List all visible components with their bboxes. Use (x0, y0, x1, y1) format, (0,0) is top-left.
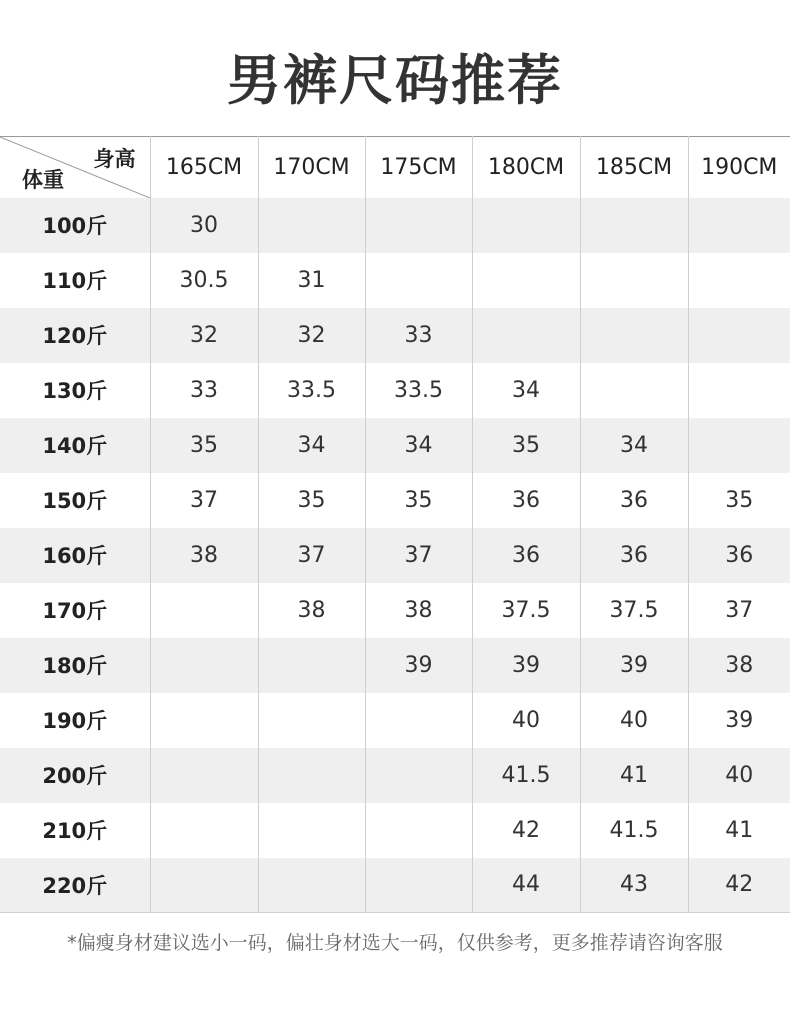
size-cell: 35 (472, 418, 580, 473)
height-header-cell: 165CM (150, 137, 258, 198)
page-title: 男裤尺码推荐 (227, 49, 563, 112)
table-row (0, 198, 790, 253)
weight-axis-label: 体重 (22, 167, 64, 192)
size-cell (688, 308, 790, 363)
size-cell: 40 (580, 693, 688, 748)
size-cell (365, 803, 472, 858)
size-cell: 38 (688, 638, 790, 693)
size-cell (580, 363, 688, 418)
size-cell (688, 418, 790, 473)
size-cell (472, 253, 580, 308)
size-cell: 36 (472, 473, 580, 528)
table-row (0, 638, 790, 693)
size-cell (472, 308, 580, 363)
table-row (0, 253, 790, 308)
height-header-cell: 175CM (365, 137, 472, 198)
size-cell (580, 253, 688, 308)
size-cell (258, 803, 365, 858)
weight-cell: 200斤 (42, 764, 108, 788)
table-row (0, 858, 790, 913)
size-cell: 41.5 (580, 803, 688, 858)
size-cell: 38 (365, 583, 472, 638)
size-cell: 39 (688, 693, 790, 748)
size-cell: 34 (258, 418, 365, 473)
size-cell: 35 (365, 473, 472, 528)
size-cell: 41 (688, 803, 790, 858)
weight-cell: 110斤 (42, 269, 108, 293)
size-cell: 33.5 (258, 363, 365, 418)
height-header-cell: 190CM (688, 137, 790, 198)
table-row (0, 528, 790, 583)
size-cell: 37.5 (580, 583, 688, 638)
height-header-cell: 170CM (258, 137, 365, 198)
size-cell: 37 (258, 528, 365, 583)
height-header-cell: 185CM (580, 137, 688, 198)
size-cell (688, 253, 790, 308)
size-cell (258, 748, 365, 803)
weight-cell: 160斤 (42, 544, 108, 568)
size-cell: 44 (472, 858, 580, 913)
size-table-body (0, 198, 790, 913)
size-cell: 36 (580, 473, 688, 528)
table-row (0, 473, 790, 528)
size-cell: 41 (580, 748, 688, 803)
size-cell: 33.5 (365, 363, 472, 418)
table-row (0, 418, 790, 473)
size-cell (580, 198, 688, 253)
size-cell: 37 (150, 473, 258, 528)
size-cell: 37 (688, 583, 790, 638)
size-cell (580, 308, 688, 363)
corner-header-cell (0, 137, 150, 198)
size-cell (365, 198, 472, 253)
weight-cell: 180斤 (42, 654, 108, 678)
size-cell (365, 253, 472, 308)
size-cell: 34 (472, 363, 580, 418)
size-cell: 32 (258, 308, 365, 363)
size-cell: 38 (258, 583, 365, 638)
size-cell: 38 (150, 528, 258, 583)
size-cell (150, 693, 258, 748)
table-row (0, 308, 790, 363)
size-cell (472, 198, 580, 253)
size-cell: 40 (688, 748, 790, 803)
size-cell (258, 638, 365, 693)
size-cell (150, 803, 258, 858)
size-cell: 42 (688, 858, 790, 913)
table-row (0, 583, 790, 638)
weight-cell: 120斤 (42, 324, 108, 348)
table-row (0, 803, 790, 858)
weight-cell: 130斤 (42, 379, 108, 403)
size-cell: 43 (580, 858, 688, 913)
size-cell: 36 (580, 528, 688, 583)
size-cell (365, 748, 472, 803)
size-cell: 34 (365, 418, 472, 473)
weight-cell: 170斤 (42, 599, 108, 623)
table-row (0, 693, 790, 748)
size-cell: 39 (580, 638, 688, 693)
size-cell: 36 (472, 528, 580, 583)
height-axis-label: 身高 (93, 147, 136, 171)
size-cell (150, 748, 258, 803)
weight-cell: 220斤 (42, 873, 108, 898)
weight-cell: 140斤 (42, 434, 108, 458)
weight-cell: 150斤 (42, 489, 108, 513)
size-cell (258, 858, 365, 913)
weight-cell: 210斤 (42, 819, 108, 843)
size-cell (258, 198, 365, 253)
size-cell: 42 (472, 803, 580, 858)
weight-cell: 190斤 (42, 709, 108, 733)
size-cell (365, 693, 472, 748)
height-header-cell: 180CM (472, 137, 580, 198)
header-row (0, 137, 790, 198)
weight-cell: 100斤 (42, 214, 108, 238)
size-cell: 35 (258, 473, 365, 528)
size-advice-note: *偏瘦身材建议选小一码，偏壮身材选大一码，仅供参考，更多推荐请咨询客服 (67, 932, 723, 954)
size-cell: 39 (472, 638, 580, 693)
size-cell: 36 (688, 528, 790, 583)
table-row (0, 363, 790, 418)
size-cell: 35 (150, 418, 258, 473)
size-cell: 33 (365, 308, 472, 363)
size-cell (365, 858, 472, 913)
size-cell: 37.5 (472, 583, 580, 638)
size-cell: 31 (258, 253, 365, 308)
size-cell (150, 638, 258, 693)
size-cell (150, 858, 258, 913)
size-cell: 41.5 (472, 748, 580, 803)
size-cell: 30.5 (150, 253, 258, 308)
size-cell (150, 583, 258, 638)
size-cell: 30 (150, 198, 258, 253)
size-cell: 39 (365, 638, 472, 693)
size-cell: 34 (580, 418, 688, 473)
size-cell (258, 693, 365, 748)
size-cell (688, 363, 790, 418)
size-chart-table (0, 136, 790, 913)
table-row (0, 748, 790, 803)
size-cell: 35 (688, 473, 790, 528)
size-cell: 32 (150, 308, 258, 363)
size-cell: 40 (472, 693, 580, 748)
size-cell (688, 198, 790, 253)
size-cell: 33 (150, 363, 258, 418)
size-cell: 37 (365, 528, 472, 583)
